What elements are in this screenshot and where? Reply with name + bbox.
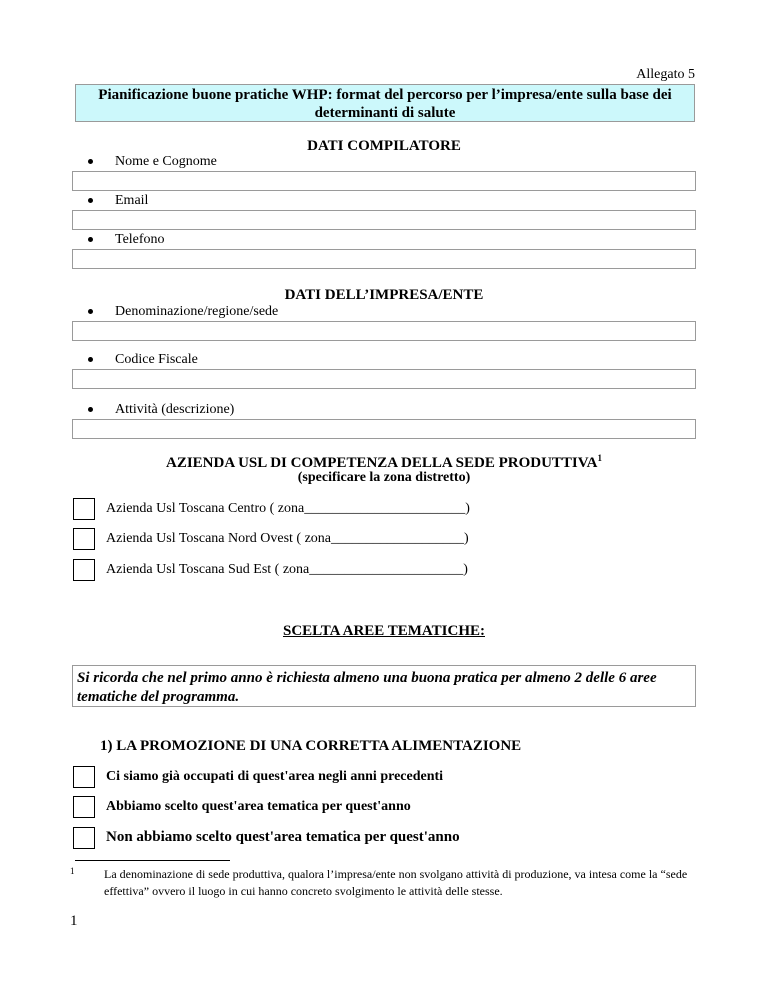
bullet-icon <box>88 237 93 242</box>
nome-field[interactable] <box>72 171 696 191</box>
impresa-heading: DATI DELL’IMPRESA/ENTE <box>284 287 484 303</box>
usl-sud-est-label: Azienda Usl Toscana Sud Est ( zona______________________) <box>106 562 468 577</box>
denominazione-field[interactable] <box>72 321 696 341</box>
usl-centro-checkbox[interactable] <box>73 498 95 520</box>
bullet-icon <box>88 159 93 164</box>
azienda-heading-text: AZIENDA USL DI COMPETENZA DELLA SEDE PRODUTTIVA <box>166 455 598 471</box>
page-number: 1 <box>70 913 78 929</box>
email-label-row <box>88 193 148 209</box>
email-field[interactable] <box>72 210 696 230</box>
footnote-mark: 1 <box>70 866 75 876</box>
denominazione-label: Denominazione/regione/sede <box>115 304 279 319</box>
denominazione-label-row <box>88 304 278 320</box>
bullet-icon <box>88 309 93 314</box>
document-title-line2: determinanti di salute <box>314 105 456 121</box>
attivita-field[interactable] <box>72 419 696 439</box>
attivita-label-row <box>88 402 234 418</box>
bullet-icon <box>88 357 93 362</box>
bullet-icon <box>88 407 93 412</box>
area-chosen-label: Abbiamo scelto quest'area tematica per quest'anno <box>106 799 411 814</box>
area-chosen-checkbox[interactable] <box>73 796 95 818</box>
codice-label: Codice Fiscale <box>115 352 198 367</box>
compilatore-heading: DATI COMPILATORE <box>307 138 461 154</box>
attivita-label: Attività (descrizione) <box>115 402 235 417</box>
usl-sud-est-checkbox[interactable] <box>73 559 95 581</box>
aree-heading: SCELTA AREE TEMATICHE: <box>282 623 485 639</box>
area-previous-years-checkbox[interactable] <box>73 766 95 788</box>
email-label: Email <box>115 193 149 208</box>
aree-note-box: Si ricorda che nel primo anno è richiesta almeno una buona pratica per almeno 2 delle 6 aree tematiche del programma. <box>72 665 696 707</box>
document-title-box <box>75 84 695 122</box>
section1-title: 1) LA PROMOZIONE DI UNA CORRETTA ALIMENTAZIONE <box>100 738 522 754</box>
codice-fiscale-field[interactable] <box>72 369 696 389</box>
usl-centro-label: Azienda Usl Toscana Centro ( zona_______________________) <box>106 501 470 516</box>
footnote-divider <box>75 860 230 861</box>
codice-label-row <box>88 352 198 368</box>
azienda-subheading: (specificare la zona distretto) <box>297 470 471 485</box>
telefono-field[interactable] <box>72 249 696 269</box>
area-not-chosen-checkbox[interactable] <box>73 827 95 849</box>
document-title-line1: Pianificazione buone pratiche WHP: format del percorso per l’impresa/ente sulla base dei <box>98 87 672 103</box>
attachment-label: Allegato 5 <box>636 67 695 82</box>
footnote-ref[interactable]: 1 <box>597 453 602 463</box>
telefono-label-row <box>88 232 165 248</box>
area-previous-years-label: Ci siamo già occupati di quest'area negli anni precedenti <box>106 769 444 784</box>
nome-label: Nome e Cognome <box>115 154 217 169</box>
telefono-label: Telefono <box>115 232 165 247</box>
bullet-icon <box>88 198 93 203</box>
usl-nord-ovest-label: Azienda Usl Toscana Nord Ovest ( zona___________________) <box>106 531 469 546</box>
footnote-text: La denominazione di sede produttiva, qualora l’impresa/ente non svolgano attività di produzione, va intesa come la “sede effettiva” ovvero il luogo in cui hanno concreto svolgimento le attività delle stesse. <box>104 867 688 898</box>
area-not-chosen-label: Non abbiamo scelto quest'area tematica per quest'anno <box>106 829 460 845</box>
nome-label-row <box>88 154 217 170</box>
usl-nord-ovest-checkbox[interactable] <box>73 528 95 550</box>
